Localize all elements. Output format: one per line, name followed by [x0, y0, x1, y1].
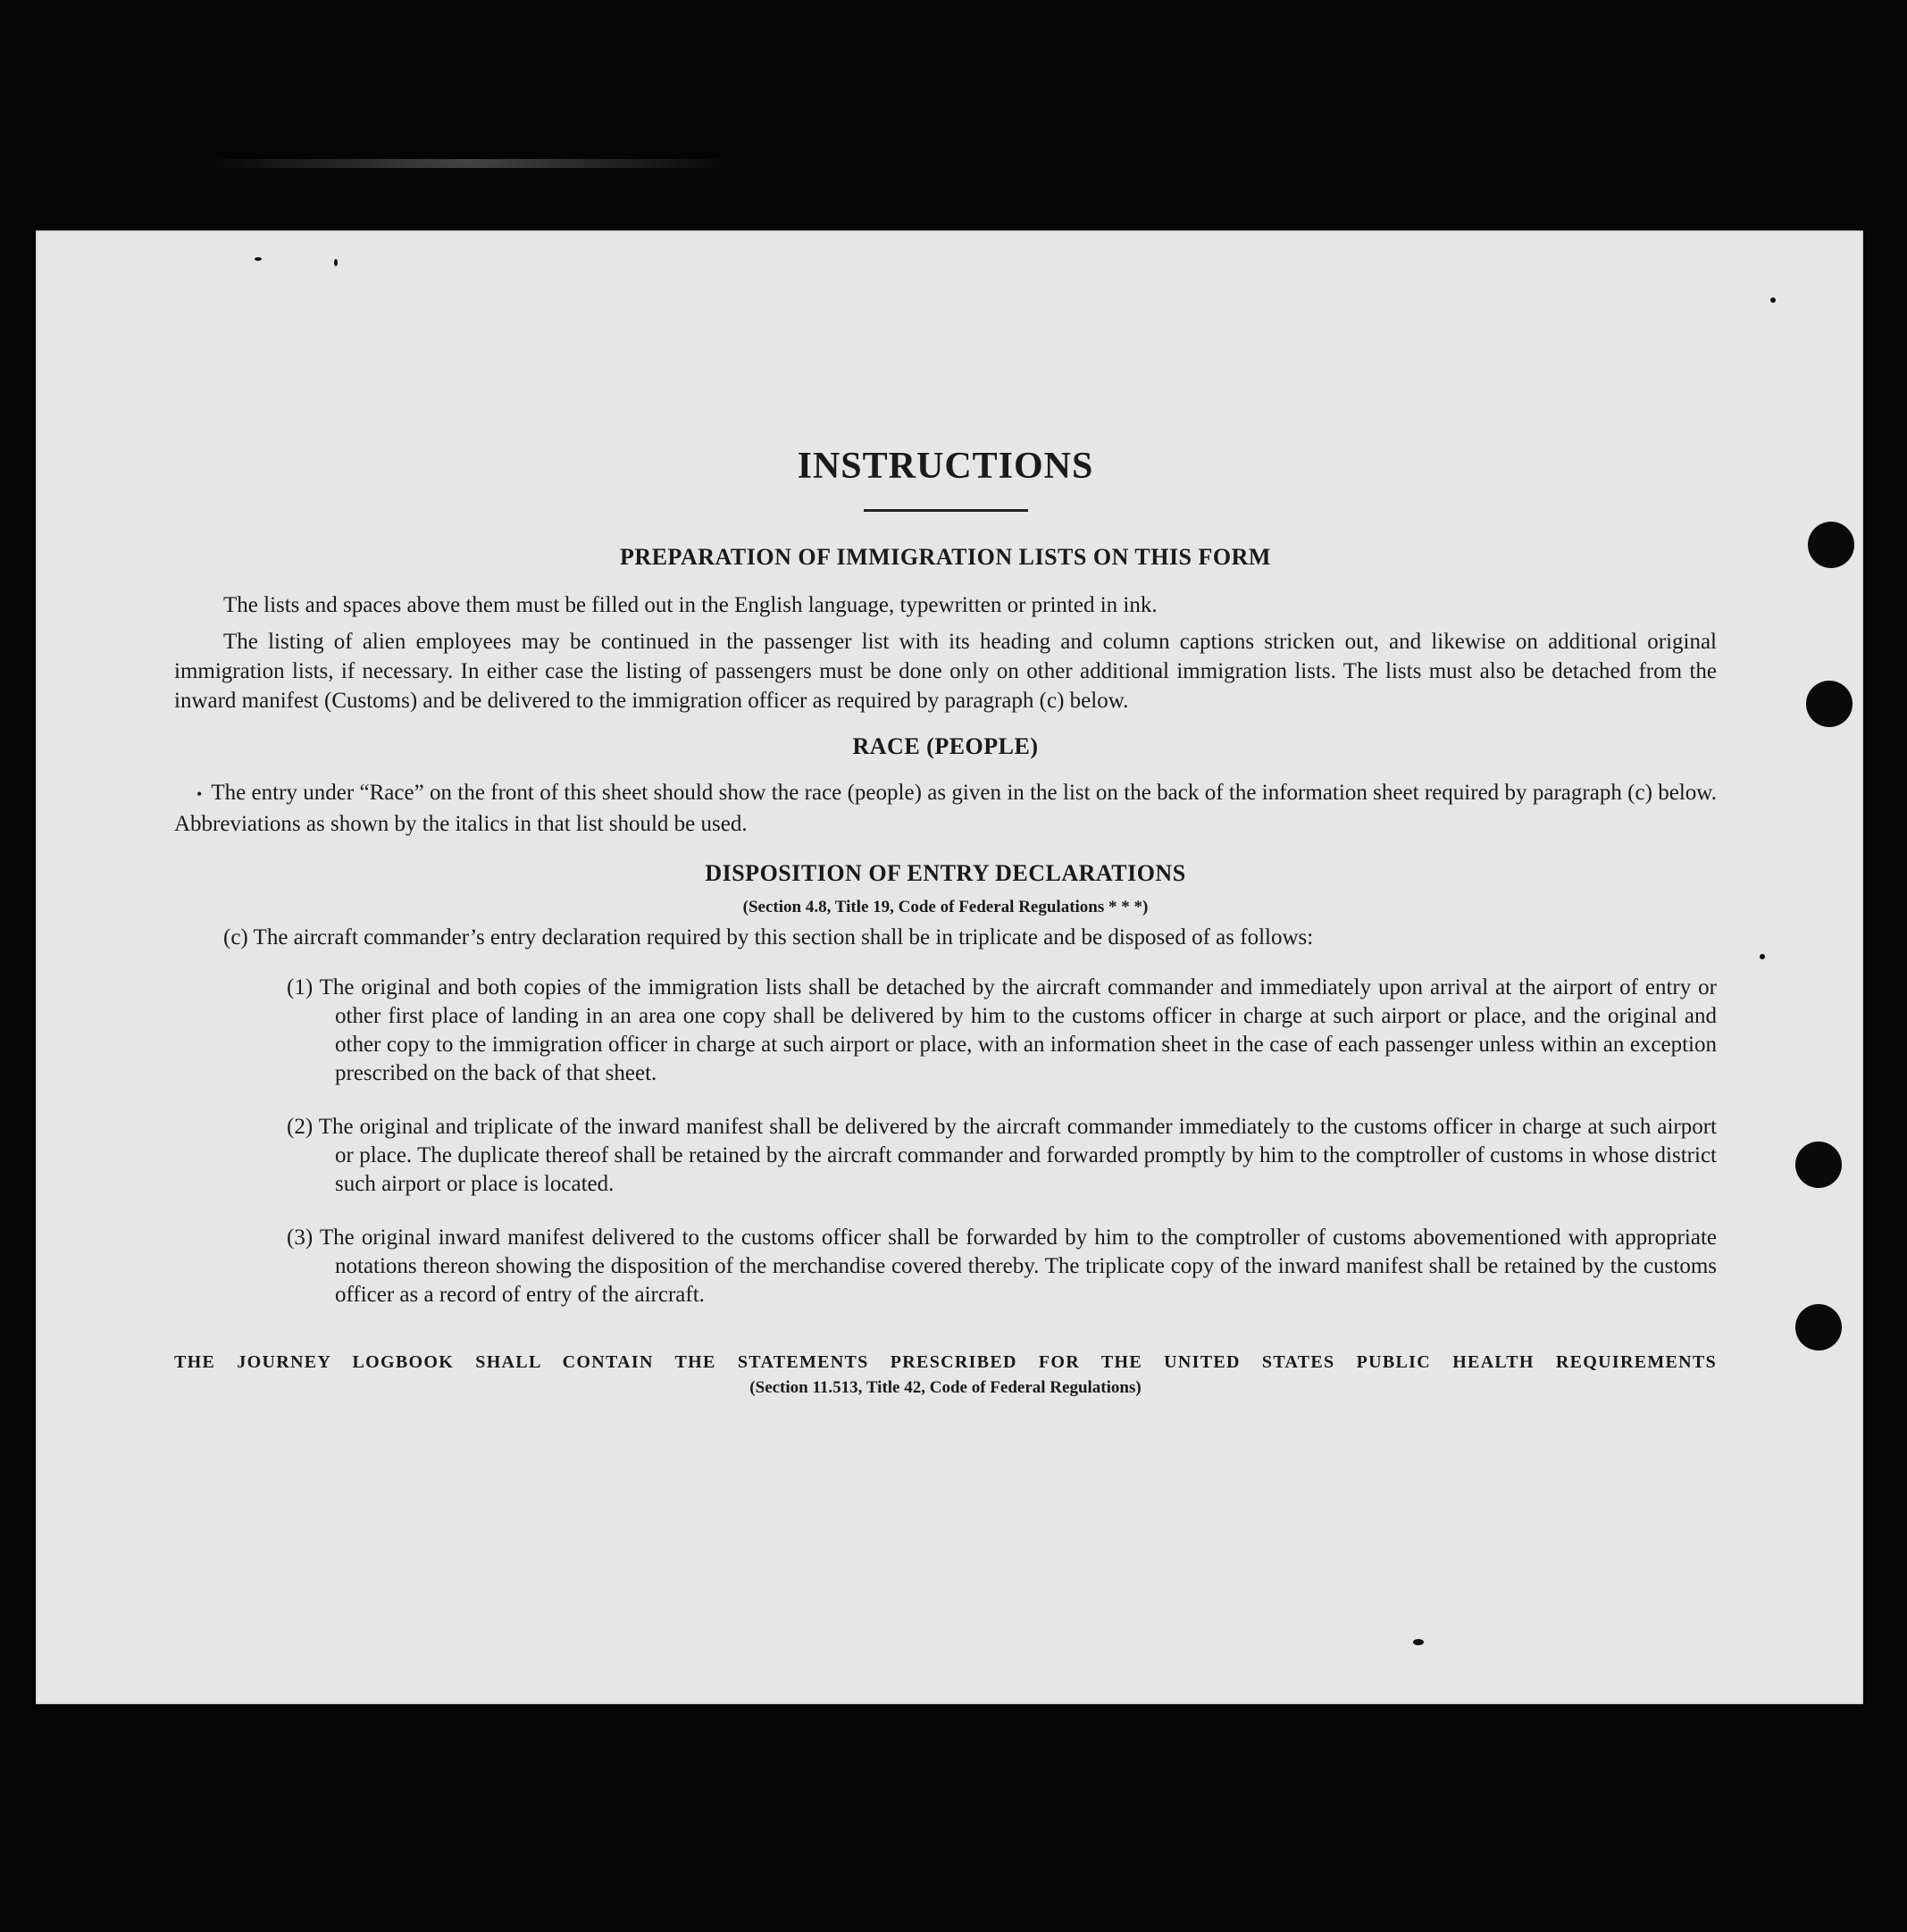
punch-hole	[1808, 522, 1854, 568]
bullet-icon: •	[197, 785, 203, 803]
scan-streak	[201, 159, 737, 168]
dust-speck	[1770, 297, 1776, 303]
title-underline	[864, 509, 1028, 512]
prep-heading: PREPARATION OF IMMIGRATION LISTS ON THIS FORM	[620, 544, 1271, 570]
dust-speck	[1760, 954, 1765, 959]
logbook-statement: THE JOURNEY LOGBOOK SHALL CONTAIN THE STATEMENTS PRESCRIBED FOR THE UNITED STATES PUBLIC HEALTH REQUIREMENTS	[174, 1352, 1717, 1372]
form-sheet	[36, 230, 1863, 1704]
disposition-intro: (c) The aircraft commander’s entry declaration required by this section shall be in triplicate and be disposed of as follows:	[223, 925, 1314, 949]
instructions-content	[174, 445, 1717, 1398]
race-paragraph	[174, 778, 1717, 839]
disposition-item-2: (2) The original and triplicate of the inward manifest shall be delivered by the aircraft commander immediately to the customs officer in charge at such airport or place. The duplicate thereof shall be retained by the aircraft commander and forwarded promptly by him to the comptroller of customs in whose district such airport or place is located.	[287, 1115, 1717, 1196]
disposition-item-3: (3) The original inward manifest delivered to the customs officer shall be forwarded by him to the comptroller of customs abovementioned with appropriate notations thereon showing the disposition of the merchandise covered thereby. The triplicate copy of the inward manifest shall be retained by the customs officer as a record of entry of the aircraft.	[287, 1225, 1717, 1307]
prep-paragraph-2: The listing of alien employees may be continued in the passenger list with its heading and column captions stricken out, and likewise on additional original immigration lists, if necessary. In either case the listing of passengers must be done only on other additional immigration lists. The lists must also be detached from the inward manifest (Customs) and be delivered to the immigration officer as required by paragraph (c) below.	[174, 630, 1717, 713]
disposition-item-1: (1) The original and both copies of the immigration lists shall be detached by the aircraft commander and immediately upon arrival at the airport of entry or other first place of landing in an area one copy shall be delivered by him to the customs officer in charge at such airport or place, and the original and other copy to the immigration officer in charge at such airport or place, with an information sheet in the case of each passenger unless within an exception prescribed on the back of that sheet.	[287, 975, 1717, 1085]
prep-paragraph-1: The lists and spaces above them must be filled out in the English language, typewritten or printed in ink.	[223, 593, 1158, 617]
page-title: INSTRUCTIONS	[797, 446, 1094, 487]
punch-hole	[1795, 1304, 1842, 1351]
punch-hole	[1795, 1142, 1842, 1188]
logbook-citation: (Section 11.513, Title 42, Code of Federal Regulations)	[749, 1378, 1142, 1397]
dust-speck	[255, 257, 262, 261]
dust-speck	[1413, 1639, 1424, 1645]
race-paragraph-text: The entry under “Race” on the front of this sheet should show the race (people) as given in the list on the back of the information sheet required by paragraph (c) below. Abbreviations as shown by the italics in that list should be used.	[174, 781, 1717, 836]
race-heading: RACE (PEOPLE)	[852, 733, 1039, 759]
punch-hole	[1806, 681, 1853, 727]
disposition-heading: DISPOSITION OF ENTRY DECLARATIONS	[705, 860, 1186, 886]
disposition-citation: (Section 4.8, Title 19, Code of Federal Regulations * * *)	[742, 898, 1149, 916]
dust-speck	[334, 259, 338, 266]
